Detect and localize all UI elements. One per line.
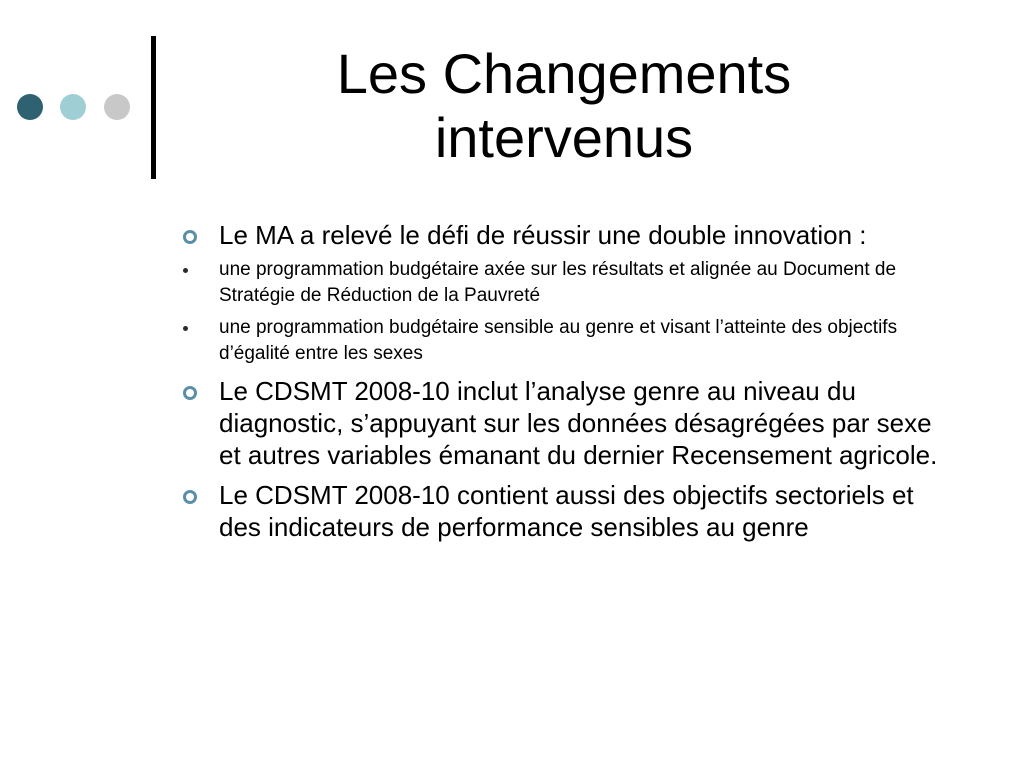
- slide-title-line-2: intervenus: [434, 106, 694, 169]
- ring-bullet-icon: [183, 490, 197, 504]
- sub-bullet-text: une programmation budgétaire axée sur les résultats et alignée au Document de Stratégie de Réduction de la Pauvreté: [219, 259, 897, 306]
- bullet-text: Le CDSMT 2008-10 contient aussi des objectifs sectoriels et des indicateurs de performance sensibles au genre: [219, 480, 914, 542]
- sub-bullet-text: une programmation budgétaire sensible au genre et visant l’atteinte des objectifs d’égalité entre les sexes: [219, 317, 898, 364]
- bullet-item: [183, 479, 953, 543]
- decorative-dot-gray: [104, 94, 130, 120]
- sub-bullet-item: [183, 257, 953, 309]
- sub-bullet-item: [183, 315, 953, 367]
- slide-title: [180, 42, 948, 170]
- dot-bullet-icon: [183, 268, 188, 273]
- decorative-dot-dark: [17, 94, 43, 120]
- bullet-text: Le MA a relevé le défi de réussir une double innovation :: [219, 220, 867, 250]
- ring-bullet-icon: [183, 230, 197, 244]
- bullet-item: [183, 375, 953, 471]
- bullet-item: [183, 219, 953, 251]
- decorative-dot-light: [60, 94, 86, 120]
- ring-bullet-icon: [183, 386, 197, 400]
- title-divider: [151, 36, 156, 179]
- dot-bullet-icon: [183, 326, 188, 331]
- bullet-list: [183, 219, 953, 543]
- bullet-text: Le CDSMT 2008-10 inclut l’analyse genre au niveau du diagnostic, s’appuyant sur les données désagrégées par sexe et autres variables émanant du dernier Recensement agricole.: [219, 376, 938, 470]
- slide-title-line-1: Les Changements: [336, 42, 792, 105]
